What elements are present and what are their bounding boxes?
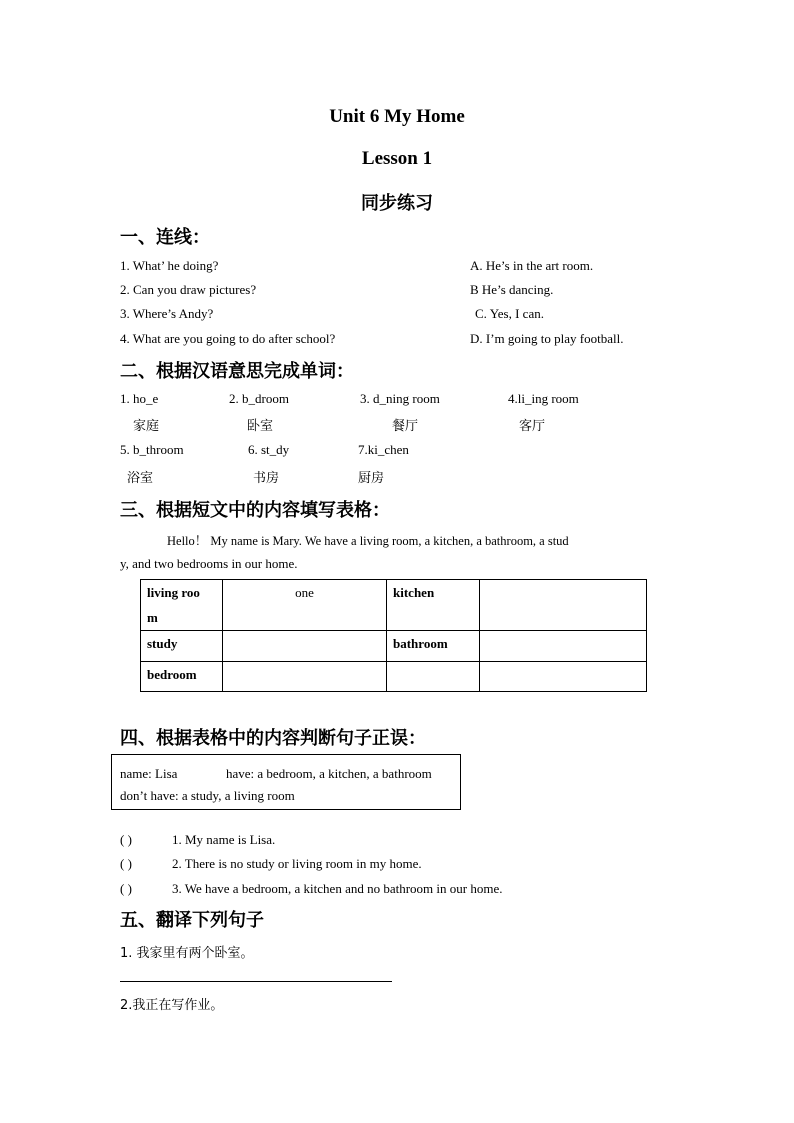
table-cell-value[interactable]: one bbox=[223, 580, 387, 631]
matching-question: 2. Can you draw pictures? bbox=[120, 282, 257, 297]
word-meaning: 家庭 bbox=[133, 419, 160, 434]
judge-sentence: 2. There is no study or living room in my home. bbox=[172, 856, 422, 871]
word-blank: 2. b_droom bbox=[229, 391, 289, 406]
info-donthave: don’t have: a study, a living room bbox=[120, 788, 295, 803]
word-meaning: 书房 bbox=[253, 471, 280, 486]
table-cell-value[interactable] bbox=[223, 662, 387, 692]
table-cell-label: study bbox=[141, 631, 223, 662]
table-cell-value[interactable] bbox=[223, 631, 387, 662]
table-cell-label: kitchen bbox=[387, 580, 480, 631]
table-cell-value[interactable] bbox=[387, 662, 480, 692]
matching-answer: B He’s dancing. bbox=[470, 282, 554, 297]
table-cell-label: bathroom bbox=[387, 631, 480, 662]
judge-paren[interactable]: ( ) bbox=[120, 881, 132, 896]
matching-question: 1. What’ he doing? bbox=[120, 258, 219, 273]
matching-answer: C. Yes, I can. bbox=[475, 306, 544, 321]
word-meaning: 餐厅 bbox=[392, 419, 419, 434]
matching-answer: A. He’s in the art room. bbox=[470, 258, 594, 273]
passage-line: y, and two bedrooms in our home. bbox=[120, 556, 298, 571]
lesson-title: Lesson 1 bbox=[361, 148, 433, 169]
info-box bbox=[111, 754, 461, 810]
word-blank: 3. d_ning room bbox=[360, 391, 440, 406]
answer-line[interactable] bbox=[120, 981, 392, 982]
page-title: Unit 6 My Home bbox=[329, 106, 465, 127]
word-blank: 1. ho_e bbox=[120, 391, 159, 406]
word-meaning: 客厅 bbox=[519, 419, 546, 434]
judge-sentence: 3. We have a bedroom, a kitchen and no bathroom in our home. bbox=[172, 881, 503, 896]
info-have: have: a bedroom, a kitchen, a bathroom bbox=[226, 766, 432, 781]
word-blank: 4.li_ing room bbox=[508, 391, 579, 406]
judge-sentence: 1. My name is Lisa. bbox=[172, 832, 276, 847]
table-cell-label: living roo m bbox=[141, 580, 223, 631]
section1-heading: 一、连线： bbox=[120, 227, 210, 248]
section5-heading: 五、翻译下列句子 bbox=[120, 910, 264, 931]
translate-item: 1. 我家里有两个卧室。 bbox=[120, 946, 254, 961]
translate-item: 2.我正在写作业。 bbox=[120, 998, 224, 1013]
room-table bbox=[140, 579, 647, 692]
section3-heading: 三、根据短文中的内容填写表格： bbox=[120, 500, 390, 521]
word-blank: 5. b_throom bbox=[120, 442, 184, 457]
table-cell-value[interactable] bbox=[480, 662, 647, 692]
info-name: name: Lisa bbox=[120, 766, 178, 781]
table-cell-value[interactable] bbox=[480, 631, 647, 662]
table-cell-value[interactable] bbox=[480, 580, 647, 631]
judge-paren[interactable]: ( ) bbox=[120, 856, 132, 871]
word-meaning: 浴室 bbox=[127, 471, 154, 486]
table-cell-label: bedroom bbox=[141, 662, 223, 692]
matching-question: 4. What are you going to do after school? bbox=[120, 331, 336, 346]
word-meaning: 卧室 bbox=[247, 419, 274, 434]
word-blank: 6. st_dy bbox=[248, 442, 290, 457]
section2-heading: 二、根据汉语意思完成单词： bbox=[120, 361, 354, 382]
section4-heading: 四、根据表格中的内容判断句子正误： bbox=[120, 728, 426, 749]
passage-line: Hello！ My name is Mary. We have a living room, a kitchen, a bathroom, a stud bbox=[167, 534, 569, 548]
judge-paren[interactable]: ( ) bbox=[120, 832, 132, 847]
matching-answer: D. I’m going to play football. bbox=[470, 331, 624, 346]
subtitle: 同步练习 bbox=[361, 193, 433, 214]
word-meaning: 厨房 bbox=[358, 471, 385, 486]
matching-question: 3. Where’s Andy? bbox=[120, 306, 214, 321]
word-blank: 7.ki_chen bbox=[358, 442, 409, 457]
